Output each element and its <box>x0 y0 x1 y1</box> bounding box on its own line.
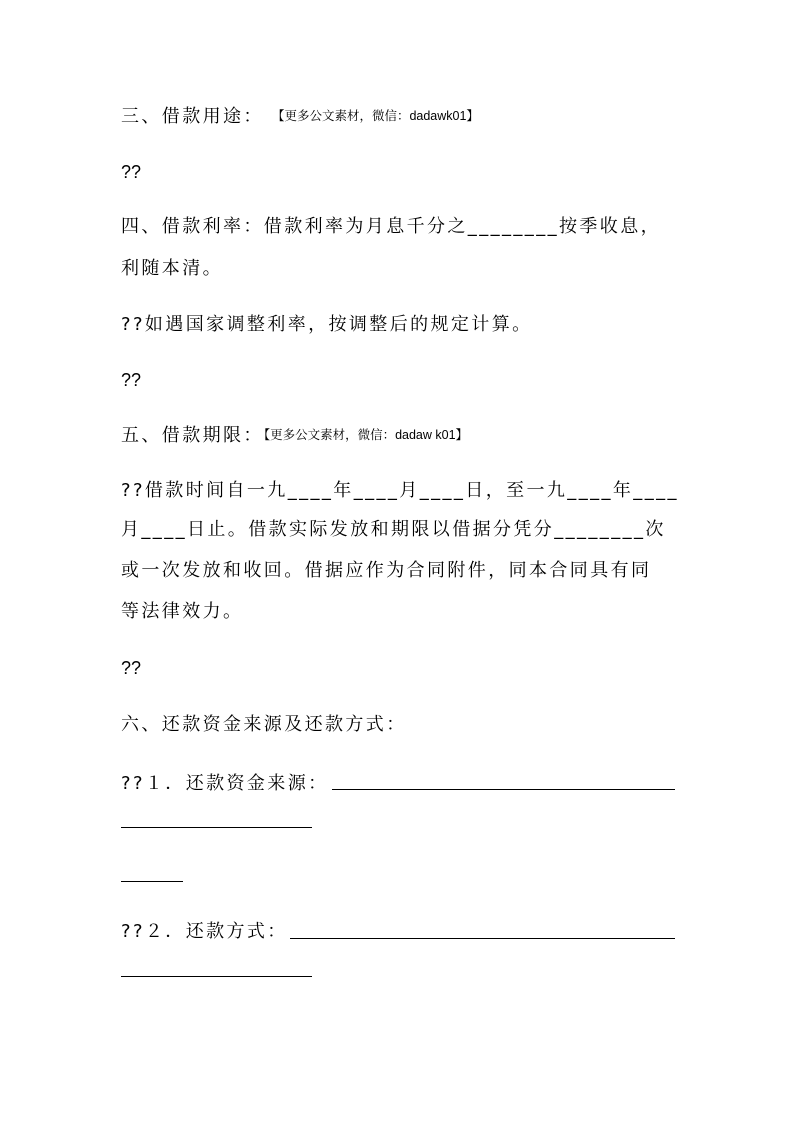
section-rate-line-3: ??如遇国家调整利率，按调整后的规定计算。 <box>121 314 533 335</box>
section-purpose-line <box>121 104 479 129</box>
section-rate-line-1: 四、借款利率：借款利率为月息千分之________按季收息， <box>121 216 661 237</box>
section-term-heading: 五、借款期限： <box>121 425 264 446</box>
fill-line-source-2 <box>121 827 312 828</box>
section-repayment-heading: 六、还款资金来源及还款方式： <box>121 714 407 735</box>
section-term-line-4: 等法律效力。 <box>121 601 244 622</box>
blank-marker-2: ?? <box>121 370 142 390</box>
repayment-item-1-label: ??１．还款资金来源： <box>121 773 329 794</box>
section-purpose-heading: 三、借款用途： <box>121 106 264 127</box>
section-term-line-3: 或一次发放和收回。借据应作为合同附件，同本合同具有同 <box>121 560 652 581</box>
fill-line-source-3 <box>121 881 183 882</box>
fill-line-method-1 <box>290 938 675 939</box>
section-term-line-2: 月____日止。借款实际发放和期限以借据分凭分________次 <box>121 519 666 540</box>
blank-marker-1: ?? <box>121 162 142 182</box>
repayment-item-2-label: ??２．还款方式： <box>121 921 288 942</box>
fill-line-method-2 <box>121 976 312 977</box>
fill-line-source-1 <box>332 789 675 790</box>
promo-note-1: 【更多公文素材，微信：dadawk01】 <box>271 109 479 123</box>
blank-marker-3: ?? <box>121 658 142 678</box>
section-term-line-1: ??借款时间自一九____年____月____日，至一九____年____ <box>121 480 679 501</box>
section-term-line <box>121 423 468 448</box>
section-rate-line-2: 利随本清。 <box>121 258 223 279</box>
promo-note-2: 【更多公文素材，微信：dadaw k01】 <box>263 428 469 442</box>
